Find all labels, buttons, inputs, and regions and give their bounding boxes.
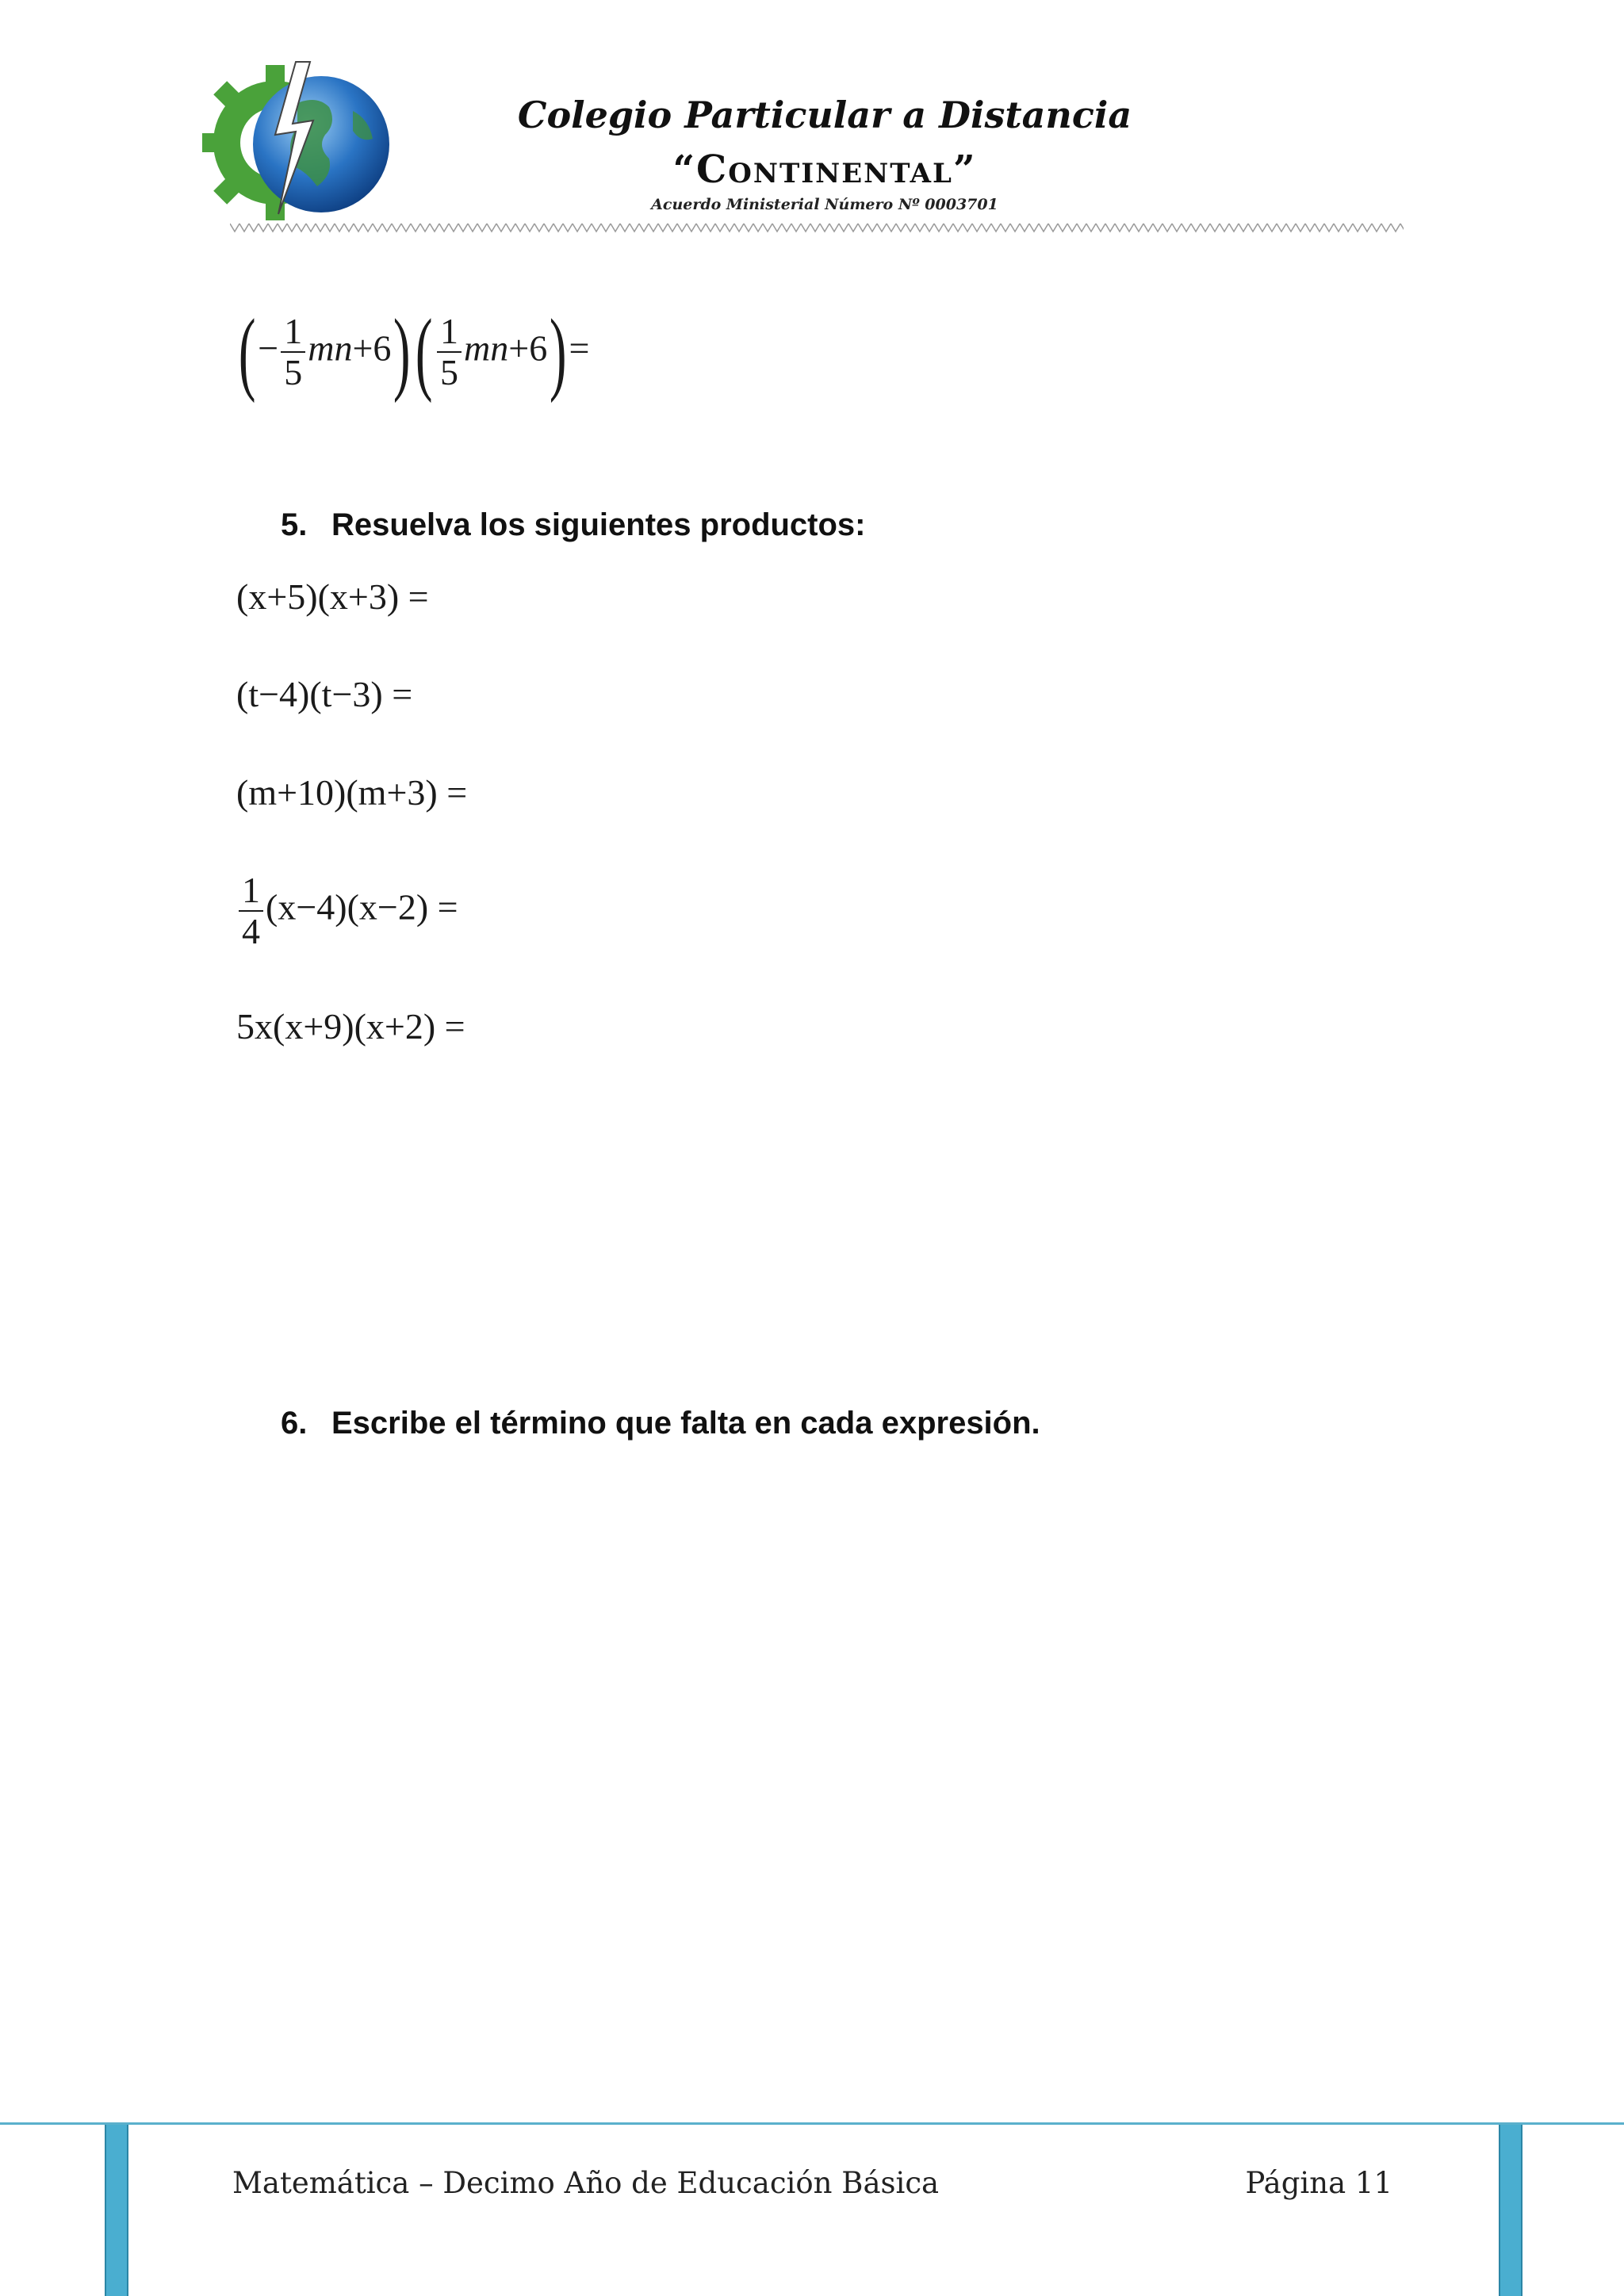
question-number: 6. — [281, 1406, 308, 1441]
header-divider — [230, 222, 1404, 233]
school-name: Colegio Particular a Distancia — [517, 94, 1132, 136]
product-item: (m+10)(m+3) = — [236, 772, 468, 813]
globe-icon — [253, 76, 389, 212]
footer-subject: Matemática – Decimo Año de Educación Básica — [232, 2166, 940, 2200]
question-text: Resuelva los siguientes productos: — [331, 507, 866, 542]
school-logo — [202, 55, 393, 222]
product-item: 5x(x+9)(x+2) = — [236, 1006, 465, 1047]
question-number: 5. — [281, 507, 308, 542]
page-number: Página 11 — [1245, 2166, 1392, 2200]
school-subtitle: “Continental” — [672, 147, 977, 192]
footer-accent-bar-left — [105, 2125, 128, 2296]
school-acuerdo: Acuerdo Ministerial Número Nº 0003701 — [651, 196, 998, 213]
question-5-heading — [281, 507, 866, 543]
question-6-heading — [281, 1406, 1040, 1441]
footer-rule — [0, 2122, 1624, 2125]
footer-accent-bar-right — [1499, 2125, 1522, 2296]
product-item: (t−4)(t−3) = — [236, 674, 413, 714]
question-text: Escribe el término que falta en cada expresión. — [331, 1406, 1040, 1441]
exercise-4-expression: (− $\frac{1}{5}$ mn+6)( $\frac{1}{5}$ mn+6)= — [238, 300, 590, 404]
product-item: (x+5)(x+3) = — [236, 576, 429, 617]
product-item-fraction: $\frac{1}{4}$ (x−4)(x−2) = — [236, 872, 458, 950]
